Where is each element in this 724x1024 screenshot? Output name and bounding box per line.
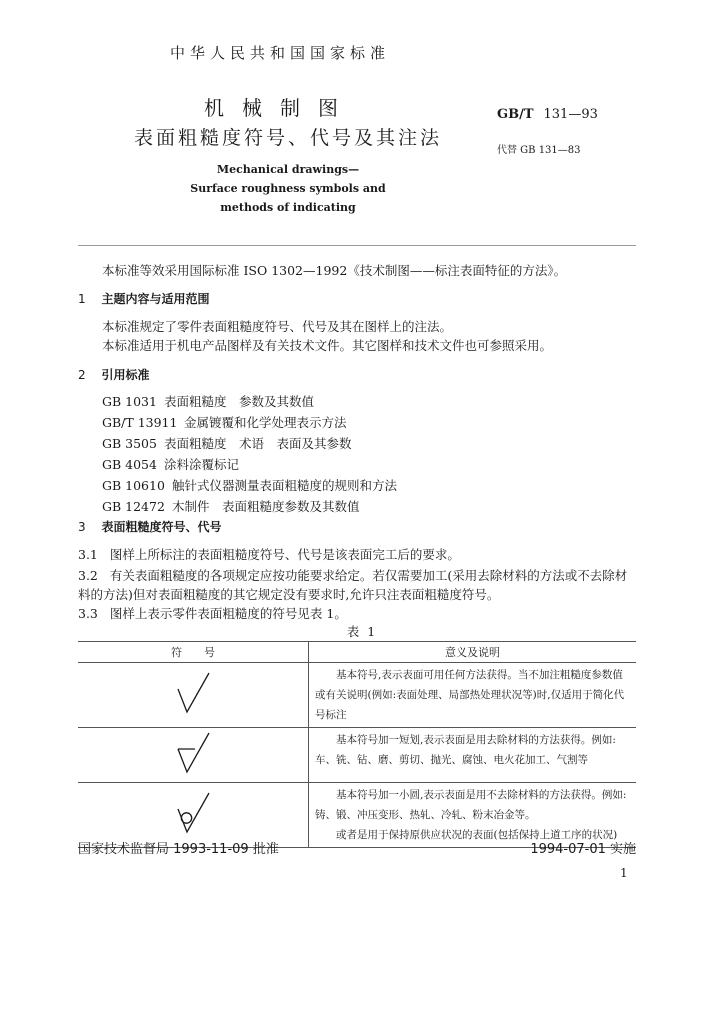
document-subtitle: 表面粗糙度符号、代号及其注法 [133,127,442,149]
english-title-line-3: methods of indicating [220,201,356,214]
reference-code: GB/T 13911 [102,415,178,430]
clause-number: 3.3 [78,606,98,621]
meaning-cell [309,728,637,783]
clause-text: 图样上所标注的表面粗糙度符号、代号是该表面完工后的要求。 [109,547,460,562]
clause-3-1 [78,545,460,563]
table-row [78,728,636,783]
section-1-title: 主题内容与适用范围 [101,292,210,306]
symbol-cell [78,728,309,783]
reference-item [102,476,397,494]
no-material-removal-symbol-icon [175,791,211,835]
reference-item [102,413,347,431]
section-2-number: 2 [78,368,86,382]
table-header-row [78,642,636,663]
clause-text: 有关表面粗糙度的各项规定应按功能要求给定。若仅需要加工(采用去除材料的方法或不去除材 [109,568,628,583]
material-removal-symbol-icon [175,731,211,775]
section-3-title: 表面粗糙度符号、代号 [101,520,222,534]
intro-paragraph: 本标准等效采用国际标准 ISO 1302—1992《技术制图——标注表面特征的方法》。 [102,263,567,278]
standard-code [497,107,598,122]
clause-number: 3.2 [78,568,98,583]
clause-3-2 [78,566,627,584]
english-title-line-1: Mechanical drawings— [216,163,360,176]
section-1-paragraph-1: 本标准规定了零件表面粗糙度符号、代号及其在图样上的注法。 [102,319,453,334]
standard-type-heading: 中华人民共和国国家标准 [169,44,390,62]
section-1-paragraph-2: 本标准适用于机电产品图样及有关技术文件。其它图样和技术文件也可参照采用。 [102,338,553,353]
section-1-number: 1 [78,292,86,306]
symbol-cell [78,663,309,728]
standard-code-prefix: GB/T [497,107,534,122]
column-header-meaning: 意义及说明 [309,642,637,663]
table-row [78,663,636,728]
basic-roughness-symbol-icon [175,671,211,715]
header-divider [78,245,636,246]
reference-item [102,497,360,515]
reference-title: 涂料涂覆标记 [164,457,240,472]
reference-title: 木制件 表面粗糙度参数及其数值 [172,499,360,514]
section-1-heading [78,290,209,307]
table-1 [78,641,636,848]
approval-line: 国家技术监督局 1993-11-09 批准 [78,842,279,857]
reference-title: 表面粗糙度 参数及其数值 [164,394,315,409]
meaning-text: 或者是用于保持原供应状况的表面(包括保持上道工序的状况) [336,829,618,841]
table-1-title: 表 1 [346,624,378,639]
reference-code: GB 12472 [102,499,165,514]
replaces-standard: 代替 GB 131—83 [497,145,581,156]
standard-code-number: 131—93 [543,107,598,122]
reference-code: GB 1031 [102,394,157,409]
reference-code: GB 4054 [102,457,157,472]
meaning-text: 基本符号加一短划,表示表面是用去除材料的方法获得。例如:车、铣、钻、磨、剪切、抛光、腐蚀、电火花加工、气割等 [315,734,616,766]
reference-item [102,392,314,410]
reference-item [102,434,352,452]
effective-date: 1994-07-01 实施 [530,842,636,857]
meaning-text: 基本符号,表示表面可用任何方法获得。当不加注粗糙度参数值或有关说明(例如:表面处理、局部热处理状况等)时,仅适用于简化代号标注 [315,669,625,721]
reference-code: GB 10610 [102,478,165,493]
clause-3-2-continued: 料的方法)但对表面粗糙度的其它规定没有要求时,允许只注表面粗糙度符号。 [78,587,500,602]
reference-title: 触针式仪器测量表面粗糙度的规则和方法 [172,478,398,493]
section-3-heading [78,518,221,535]
clause-number: 3.1 [78,547,98,562]
section-3-number: 3 [78,520,86,534]
clause-text: 图样上表示零件表面粗糙度的符号见表 1。 [109,606,347,621]
reference-code: GB 3505 [102,436,157,451]
section-2-title: 引用标准 [101,368,150,382]
english-title-line-2: Surface roughness symbols and [190,182,386,195]
meaning-cell [309,663,637,728]
page-number: 1 [620,866,628,880]
document-title: 机械制图 [204,96,356,120]
reference-title: 金属镀覆和化学处理表示方法 [184,415,347,430]
clause-3-3 [78,604,347,622]
section-2-heading [78,366,149,383]
reference-item [102,455,239,473]
meaning-text: 基本符号加一小圆,表示表面是用不去除材料的方法获得。例如:铸、锻、冲压变形、热轧、冷轧、粉末冶金等。 [315,789,627,821]
reference-title: 表面粗糙度 术语 表面及其参数 [164,436,352,451]
column-header-symbol: 符 号 [78,642,309,663]
